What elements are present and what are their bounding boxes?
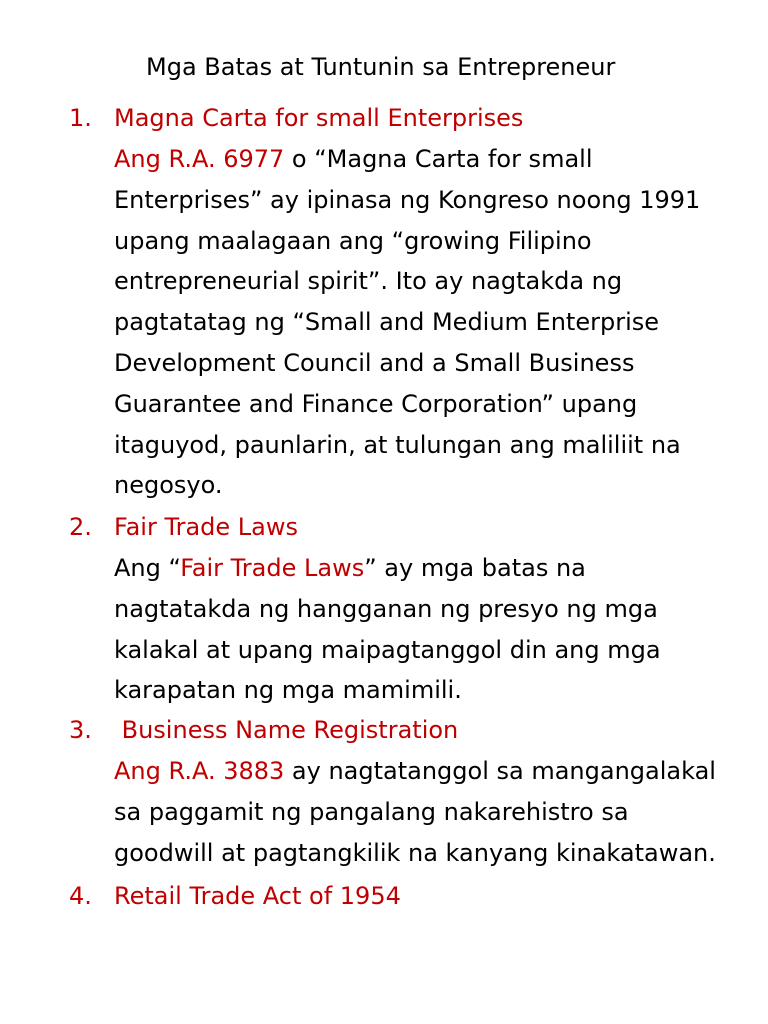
paragraph-line: nagtatakda ng hangganan ng presyo ng mga	[114, 594, 658, 623]
item-number: 4.	[69, 882, 92, 910]
document-title: Mga Batas at Tuntunin sa Entrepreneur	[146, 53, 616, 81]
paragraph-line: kalakal at upang maipagtanggol din ang mga	[114, 635, 661, 664]
paragraph-line: Enterprises” ay ipinasa ng Kongreso noong 1991	[114, 185, 701, 214]
paragraph-line	[114, 751, 754, 792]
item-paragraph	[114, 139, 754, 506]
item-paragraph	[114, 751, 754, 873]
law-reference: Ang R.A. 3883	[114, 757, 285, 785]
paragraph-line: Development Council and a Small Business	[114, 348, 635, 377]
paragraph-line: itaguyod, paunlarin, at tulungan ang maliliit na	[114, 430, 681, 459]
item-heading: Magna Carta for small Enterprises	[114, 104, 524, 132]
paragraph-text: o “Magna Carta for small	[284, 145, 593, 173]
paragraph-line: karapatan ng mga mamimili.	[114, 676, 462, 705]
paragraph-line: negosyo.	[114, 471, 223, 500]
item-heading: Business Name Registration	[114, 716, 459, 744]
item-heading: Retail Trade Act of 1954	[114, 882, 401, 910]
law-reference: Fair Trade Laws	[180, 554, 365, 582]
paragraph-line: goodwill at pagtangkilik na kanyang kinakatawan.	[114, 838, 716, 867]
paragraph-line	[114, 548, 754, 589]
law-reference: Ang R.A. 6977	[114, 145, 285, 173]
paragraph-line: pagtatatag ng “Small and Medium Enterprise	[114, 308, 660, 337]
paragraph-line: upang maalagaan ang “growing Filipino	[114, 226, 592, 255]
paragraph-line: entrepreneurial spirit”. Ito ay nagtakda ng	[114, 267, 623, 296]
paragraph-line: Guarantee and Finance Corporation” upang	[114, 389, 638, 418]
item-number: 2.	[69, 513, 92, 541]
paragraph-line	[114, 139, 754, 180]
paragraph-line: sa paggamit ng pangalang nakarehistro sa	[114, 797, 629, 826]
paragraph-text: ay nagtatanggol sa mangangalakal	[284, 757, 716, 785]
item-paragraph	[114, 548, 754, 711]
paragraph-text: ” ay mga batas na	[364, 554, 586, 582]
item-heading: Fair Trade Laws	[114, 513, 299, 541]
item-number: 1.	[69, 104, 92, 132]
paragraph-text: Ang “	[114, 554, 181, 582]
item-number: 3.	[69, 716, 92, 744]
